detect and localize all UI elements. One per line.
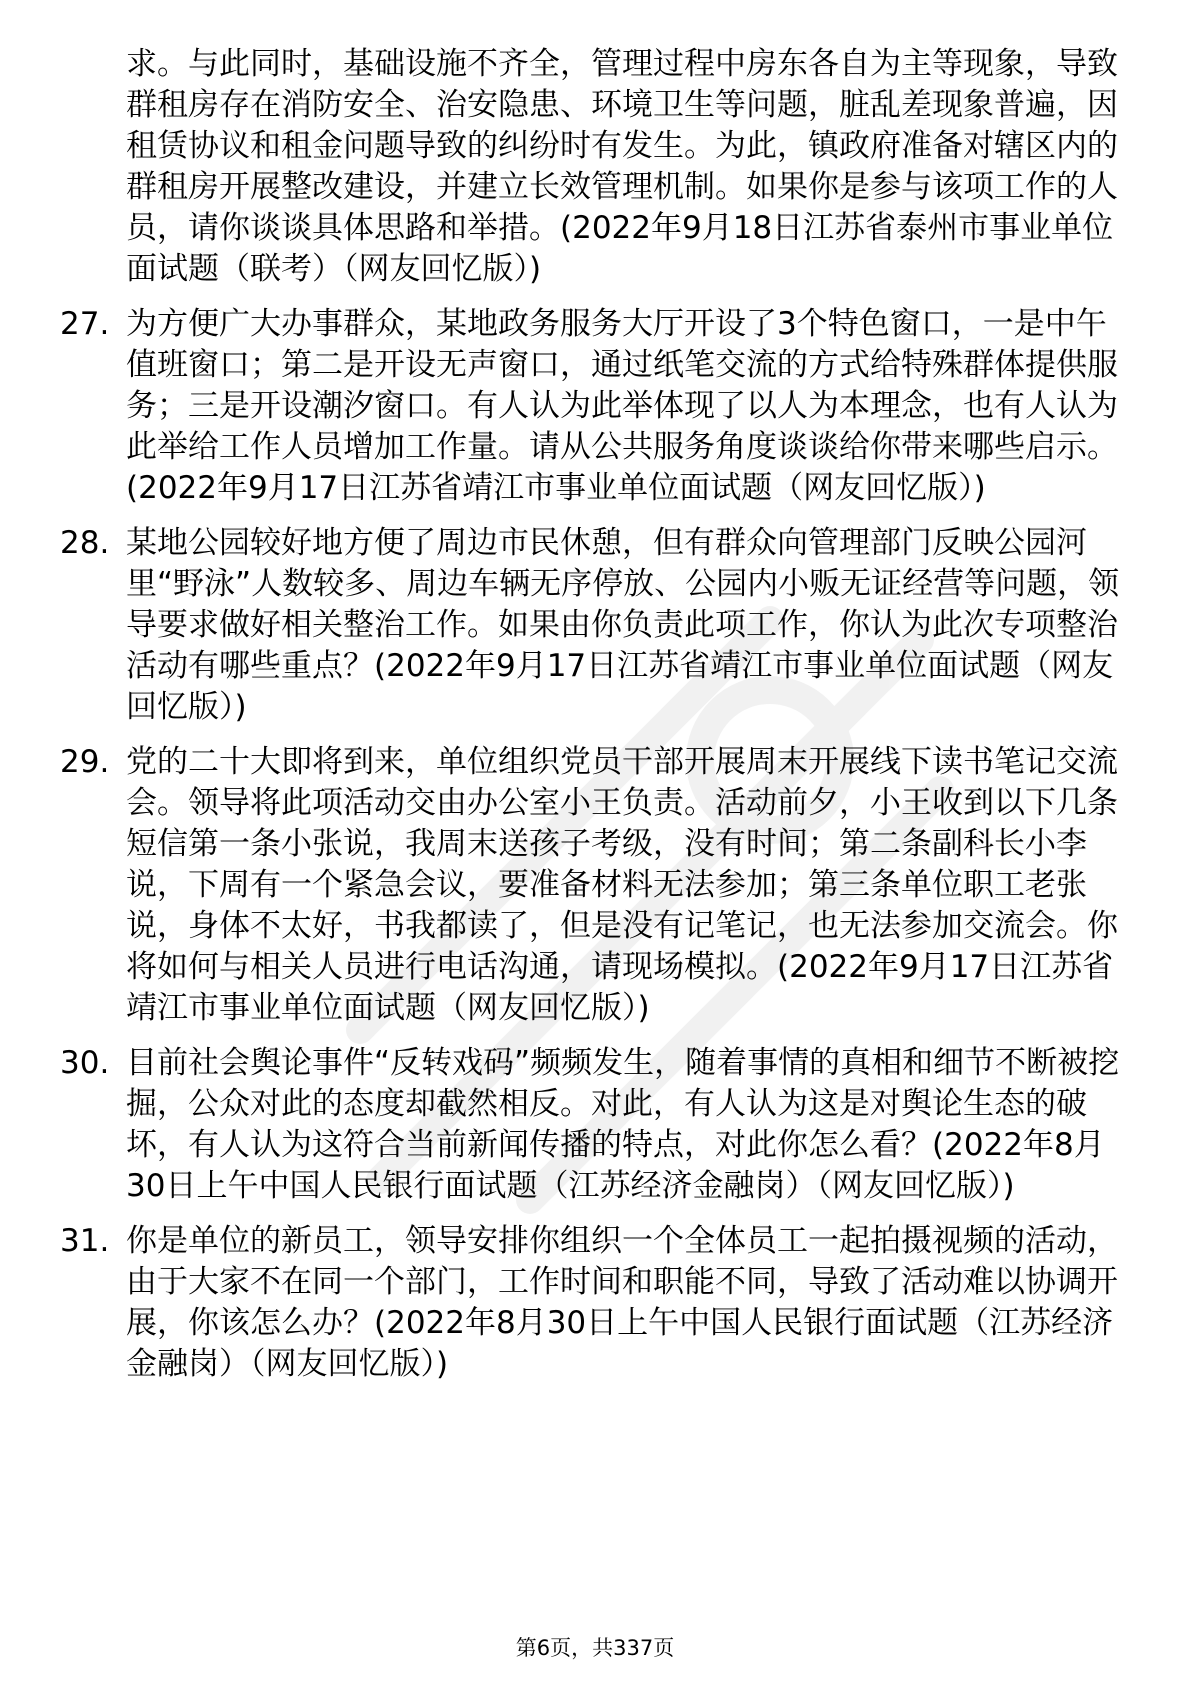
question-item	[60, 523, 1120, 728]
question-item	[60, 1221, 1120, 1385]
page-footer: 第6页，共337页	[515, 1636, 675, 1660]
question-item	[60, 742, 1120, 1029]
question-number: 30.	[60, 1045, 110, 1081]
question-text: 你是单位的新员工，领导安排你组织一个全体员工一起拍摄视频的活动，由于大家不在同一个部门，工作时间和职能不同，导致了活动难以协调开展，你该怎么办？(2022年8月30日上午中国人民银行面试题（江苏经济金融岗）（网友回忆版）)	[126, 1223, 1118, 1382]
question-text: 某地公园较好地方便了周边市民休憩，但有群众向管理部门反映公园河里“野泳”人数较多、周边车辆无序停放、公园内小贩无证经营等问题，领导要求做好相关整治工作。如果由你负责此项工作，你认为此次专项整治活动有哪些重点？(2022年9月17日江苏省靖江市事业单位面试题（网友回忆版）)	[126, 525, 1120, 725]
question-text: 目前社会舆论事件“反转戏码”频频发生，随着事情的真相和细节不断被挖掘，公众对此的态度却截然相反。对此，有人认为这是对舆论生态的破坏，有人认为这符合当前新闻传播的特点，对此你怎么看？(2022年8月30日上午中国人民银行面试题（江苏经济金融岗）（网友回忆版）)	[126, 1045, 1120, 1204]
question-number: 27.	[60, 306, 110, 342]
question-number: 31.	[60, 1223, 110, 1259]
question-item	[60, 1043, 1120, 1207]
question-number: 29.	[60, 744, 110, 780]
continued-paragraph: 求。与此同时，基础设施不齐全，管理过程中房东各自为主等现象，导致群租房存在消防安全、治安隐患、环境卫生等问题，脏乱差现象普遍，因租赁协议和租金问题导致的纠纷时有发生。为此，镇政府准备对辖区内的群租房开展整改建设，并建立长效管理机制。如果你是参与该项工作的人员，请你谈谈具体思路和举措。(2022年9月18日江苏省泰州市事业单位面试题（联考）（网友回忆版）)	[126, 46, 1118, 287]
document-body	[60, 44, 1120, 1399]
question-text: 党的二十大即将到来，单位组织党员干部开展周末开展线下读书笔记交流会。领导将此项活动交由办公室小王负责。活动前夕，小王收到以下几条短信第一条小张说，我周末送孩子考级，没有时间；第二条副科长小李说，下周有一个紧急会议，要准备材料无法参加；第三条单位职工老张说，身体不太好，书我都读了，但是没有记笔记，也无法参加交流会。你将如何与相关人员进行电话沟通，请现场模拟。(2022年9月17日江苏省靖江市事业单位面试题（网友回忆版）)	[126, 744, 1118, 1026]
question-text: 为方便广大办事群众，某地政务服务大厅开设了3个特色窗口，一是中午值班窗口；第二是开设无声窗口，通过纸笔交流的方式给特殊群体提供服务；三是开设潮汐窗口。有人认为此举体现了以人为本理念，也有人认为此举给工作人员增加工作量。请从公共服务角度谈谈给你带来哪些启示。(2022年9月17日江苏省靖江市事业单位面试题（网友回忆版）)	[126, 306, 1118, 506]
question-item	[60, 304, 1120, 509]
question-number: 28.	[60, 525, 110, 561]
